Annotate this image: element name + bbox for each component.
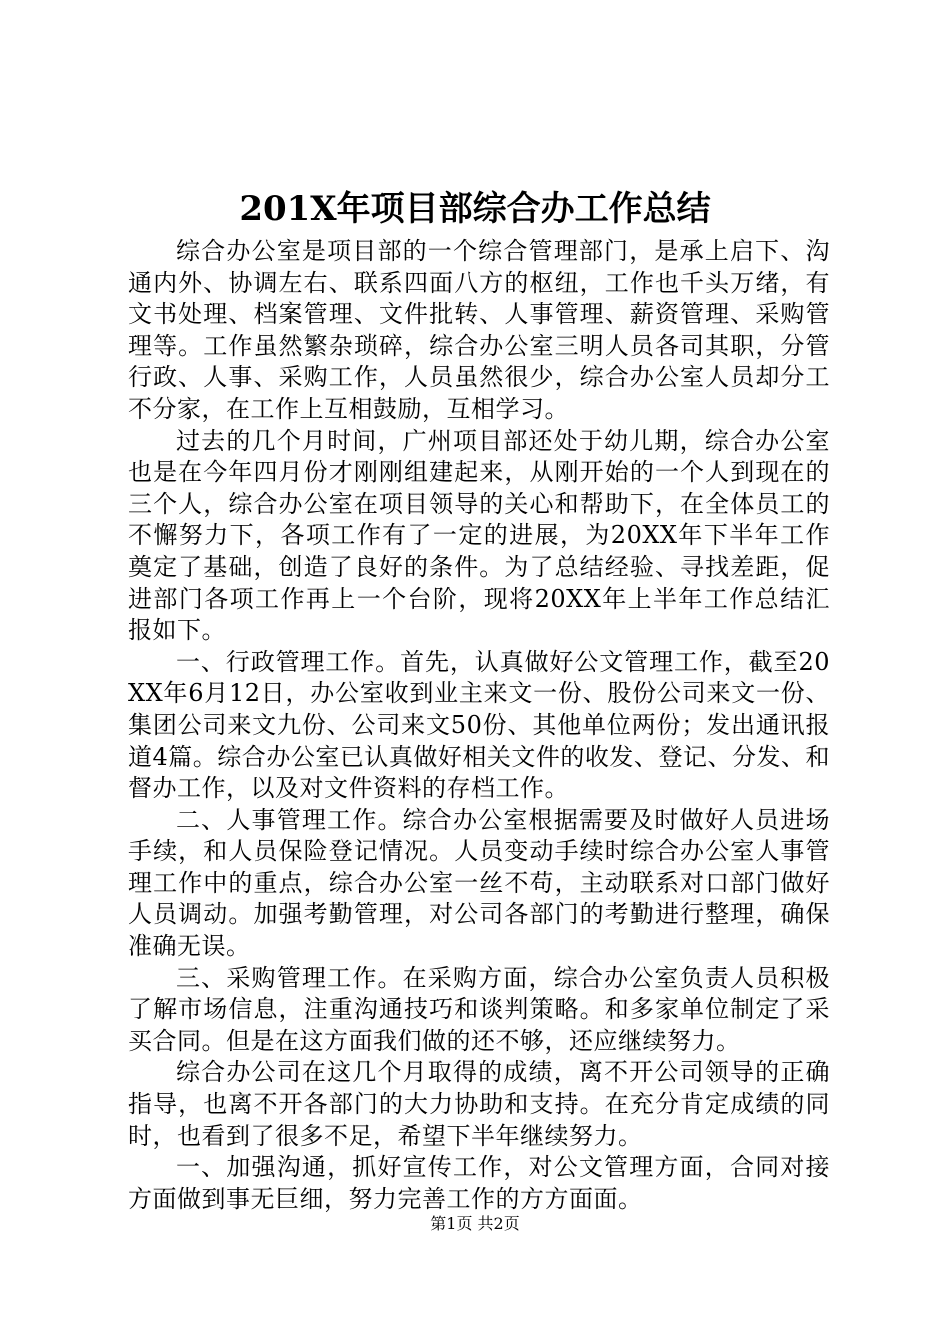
page-footer: 第1页 共2页	[430, 1214, 520, 1233]
paragraph-7: 一、加强沟通，抓好宣传工作，对公文管理方面，合同对接方面做到事无巨细，努力完善工作的方方面面。	[128, 1153, 830, 1213]
paragraph-2: 过去的几个月时间，广州项目部还处于幼儿期，综合办公室也是在今年四月份才刚刚组建起来，从刚开始的一个人到现在的三个人，综合办公室在项目领导的关心和帮助下，在全体员工的不懈努力下，各项工作有了一定的进展，为20XX年下半年工作奠定了基础，创造了良好的条件。为了总结经验、寻找差距，促进部门各项工作再上一个台阶，现将20XX年上半年工作总结汇报如下。	[128, 426, 830, 645]
document-body	[128, 236, 830, 1215]
paragraph-3: 一、行政管理工作。首先，认真做好公文管理工作，截至20XX年6月12日，办公室收到业主来文一份、股份公司来文一份、集团公司来文九份、公司来文50份、其他单位两份；发出通讯报道4篇。综合办公室已认真做好相关文件的收发、登记、分发、和督办工作，以及对文件资料的存档工作。	[128, 647, 830, 803]
paragraph-6: 综合办公司在这几个月取得的成绩，离不开公司领导的正确指导，也离不开各部门的大力协助和支持。在充分肯定成绩的同时，也看到了很多不足，希望下半年继续努力。	[128, 1058, 830, 1150]
paragraph-1: 综合办公室是项目部的一个综合管理部门，是承上启下、沟通内外、协调左右、联系四面八方的枢纽，工作也千头万绪，有文书处理、档案管理、文件批转、人事管理、薪资管理、采购管理等。工作虽然繁杂琐碎，综合办公室三明人员各司其职，分管行政、人事、采购工作，人员虽然很少，综合办公室人员却分工不分家，在工作上互相鼓励，互相学习。	[128, 237, 830, 423]
paragraph-4: 二、人事管理工作。综合办公室根据需要及时做好人员进场手续，和人员保险登记情况。人员变动手续时综合办公室人事管理工作中的重点，综合办公室一丝不苟，主动联系对口部门做好人员调动。加强考勤管理，对公司各部门的考勤进行整理，确保准确无误。	[128, 805, 830, 961]
document-title: 201X年项目部综合办工作总结	[239, 189, 711, 229]
paragraph-5: 三、采购管理工作。在采购方面，综合办公室负责人员积极了解市场信息，注重沟通技巧和谈判策略。和多家单位制定了采买合同。但是在这方面我们做的还不够，还应继续努力。	[128, 963, 830, 1055]
